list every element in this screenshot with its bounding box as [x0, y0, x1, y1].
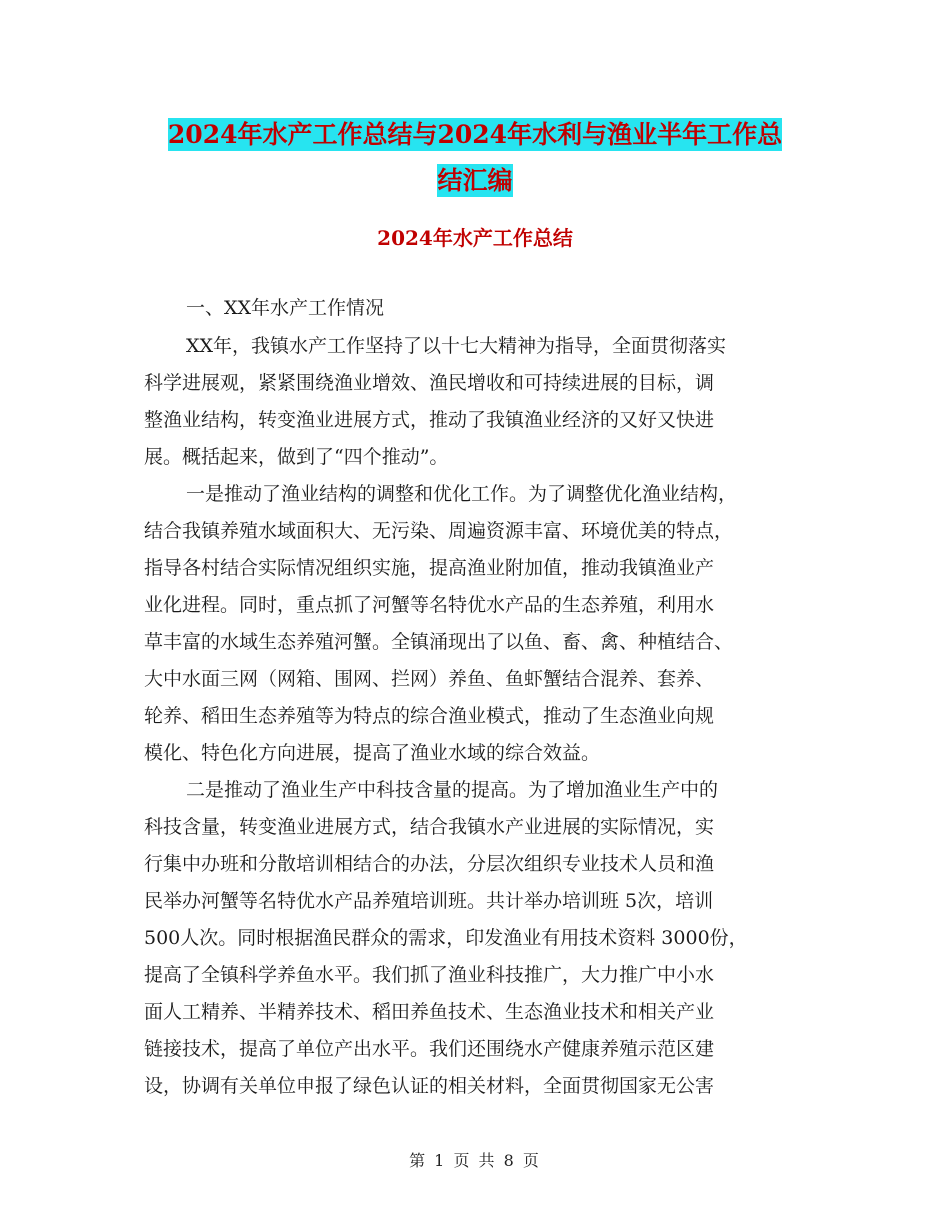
text-line: XX年，我镇水产工作坚持了以十七大精神为指导，全面贯彻落实 — [186, 335, 727, 357]
text-line: 行集中办班和分散培训相结合的办法，分层次组织专业技术人员和渔 — [144, 853, 715, 875]
text-line: 链接技术，提高了单位产出水平。我们还围绕水产健康养殖示范区建 — [144, 1038, 715, 1060]
title-line-1: 2024年水产工作总结与2024年水利与渔业半年工作总 — [167, 120, 783, 149]
text-line: 轮养、稻田生态养殖等为特点的综合渔业模式，推动了生态渔业向规 — [144, 705, 715, 727]
text-line: 模化、特色化方向进展，提高了渔业水域的综合效益。 — [144, 742, 601, 764]
text-line: 科技含量，转变渔业进展方式，结合我镇水产业进展的实际情况，实 — [144, 816, 715, 838]
text-line: 民举办河蟹等名特优水产品养殖培训班。共计举办培训班 5次，培训 — [144, 890, 714, 912]
section-title: 2024年水产工作总结 — [377, 226, 573, 250]
text-line: 提高了全镇科学养鱼水平。我们抓了渔业科技推广，大力推广中小水 — [144, 964, 715, 986]
text-line: 一、XX年水产工作情况 — [186, 297, 385, 319]
text-line: 展。概括起来，做到了“四个推动”。 — [144, 446, 449, 468]
text-line: 面人工精养、半精养技术、稻田养鱼技术、生态渔业技术和相关产业 — [144, 1001, 715, 1023]
text-line: 指导各村结合实际情况组织实施，提高渔业附加值，推动我镇渔业产 — [144, 557, 715, 579]
text-line: 二是推动了渔业生产中科技含量的提高。为了增加渔业生产中的 — [186, 779, 719, 801]
text-line: 500人次。同时根据渔民群众的需求，印发渔业有用技术资料 3000份， — [144, 927, 748, 949]
page-number-footer: 第 1 页 共 8 页 — [409, 1151, 541, 1170]
text-line: 整渔业结构，转变渔业进展方式，推动了我镇渔业经济的又好又快进 — [144, 409, 715, 431]
text-line: 大中水面三网（网箱、围网、拦网）养鱼、鱼虾蟹结合混养、套养、 — [144, 668, 715, 690]
document-title — [0, 112, 950, 204]
title-line-2: 结汇编 — [437, 166, 513, 195]
text-line: 业化进程。同时，重点抓了河蟹等名特优水产品的生态养殖，利用水 — [144, 594, 715, 616]
text-line: 科学进展观，紧紧围绕渔业增效、渔民增收和可持续进展的目标，调 — [144, 372, 715, 394]
text-line: 设，协调有关单位申报了绿色认证的相关材料，全面贯彻国家无公害 — [144, 1075, 715, 1097]
text-line: 一是推动了渔业结构的调整和优化工作。为了调整优化渔业结构， — [186, 483, 738, 505]
text-line: 草丰富的水域生态养殖河蟹。全镇涌现出了以鱼、畜、禽、种植结合、 — [144, 631, 734, 653]
text-line: 结合我镇养殖水域面积大、无污染、周遍资源丰富、环境优美的特点， — [144, 520, 734, 542]
